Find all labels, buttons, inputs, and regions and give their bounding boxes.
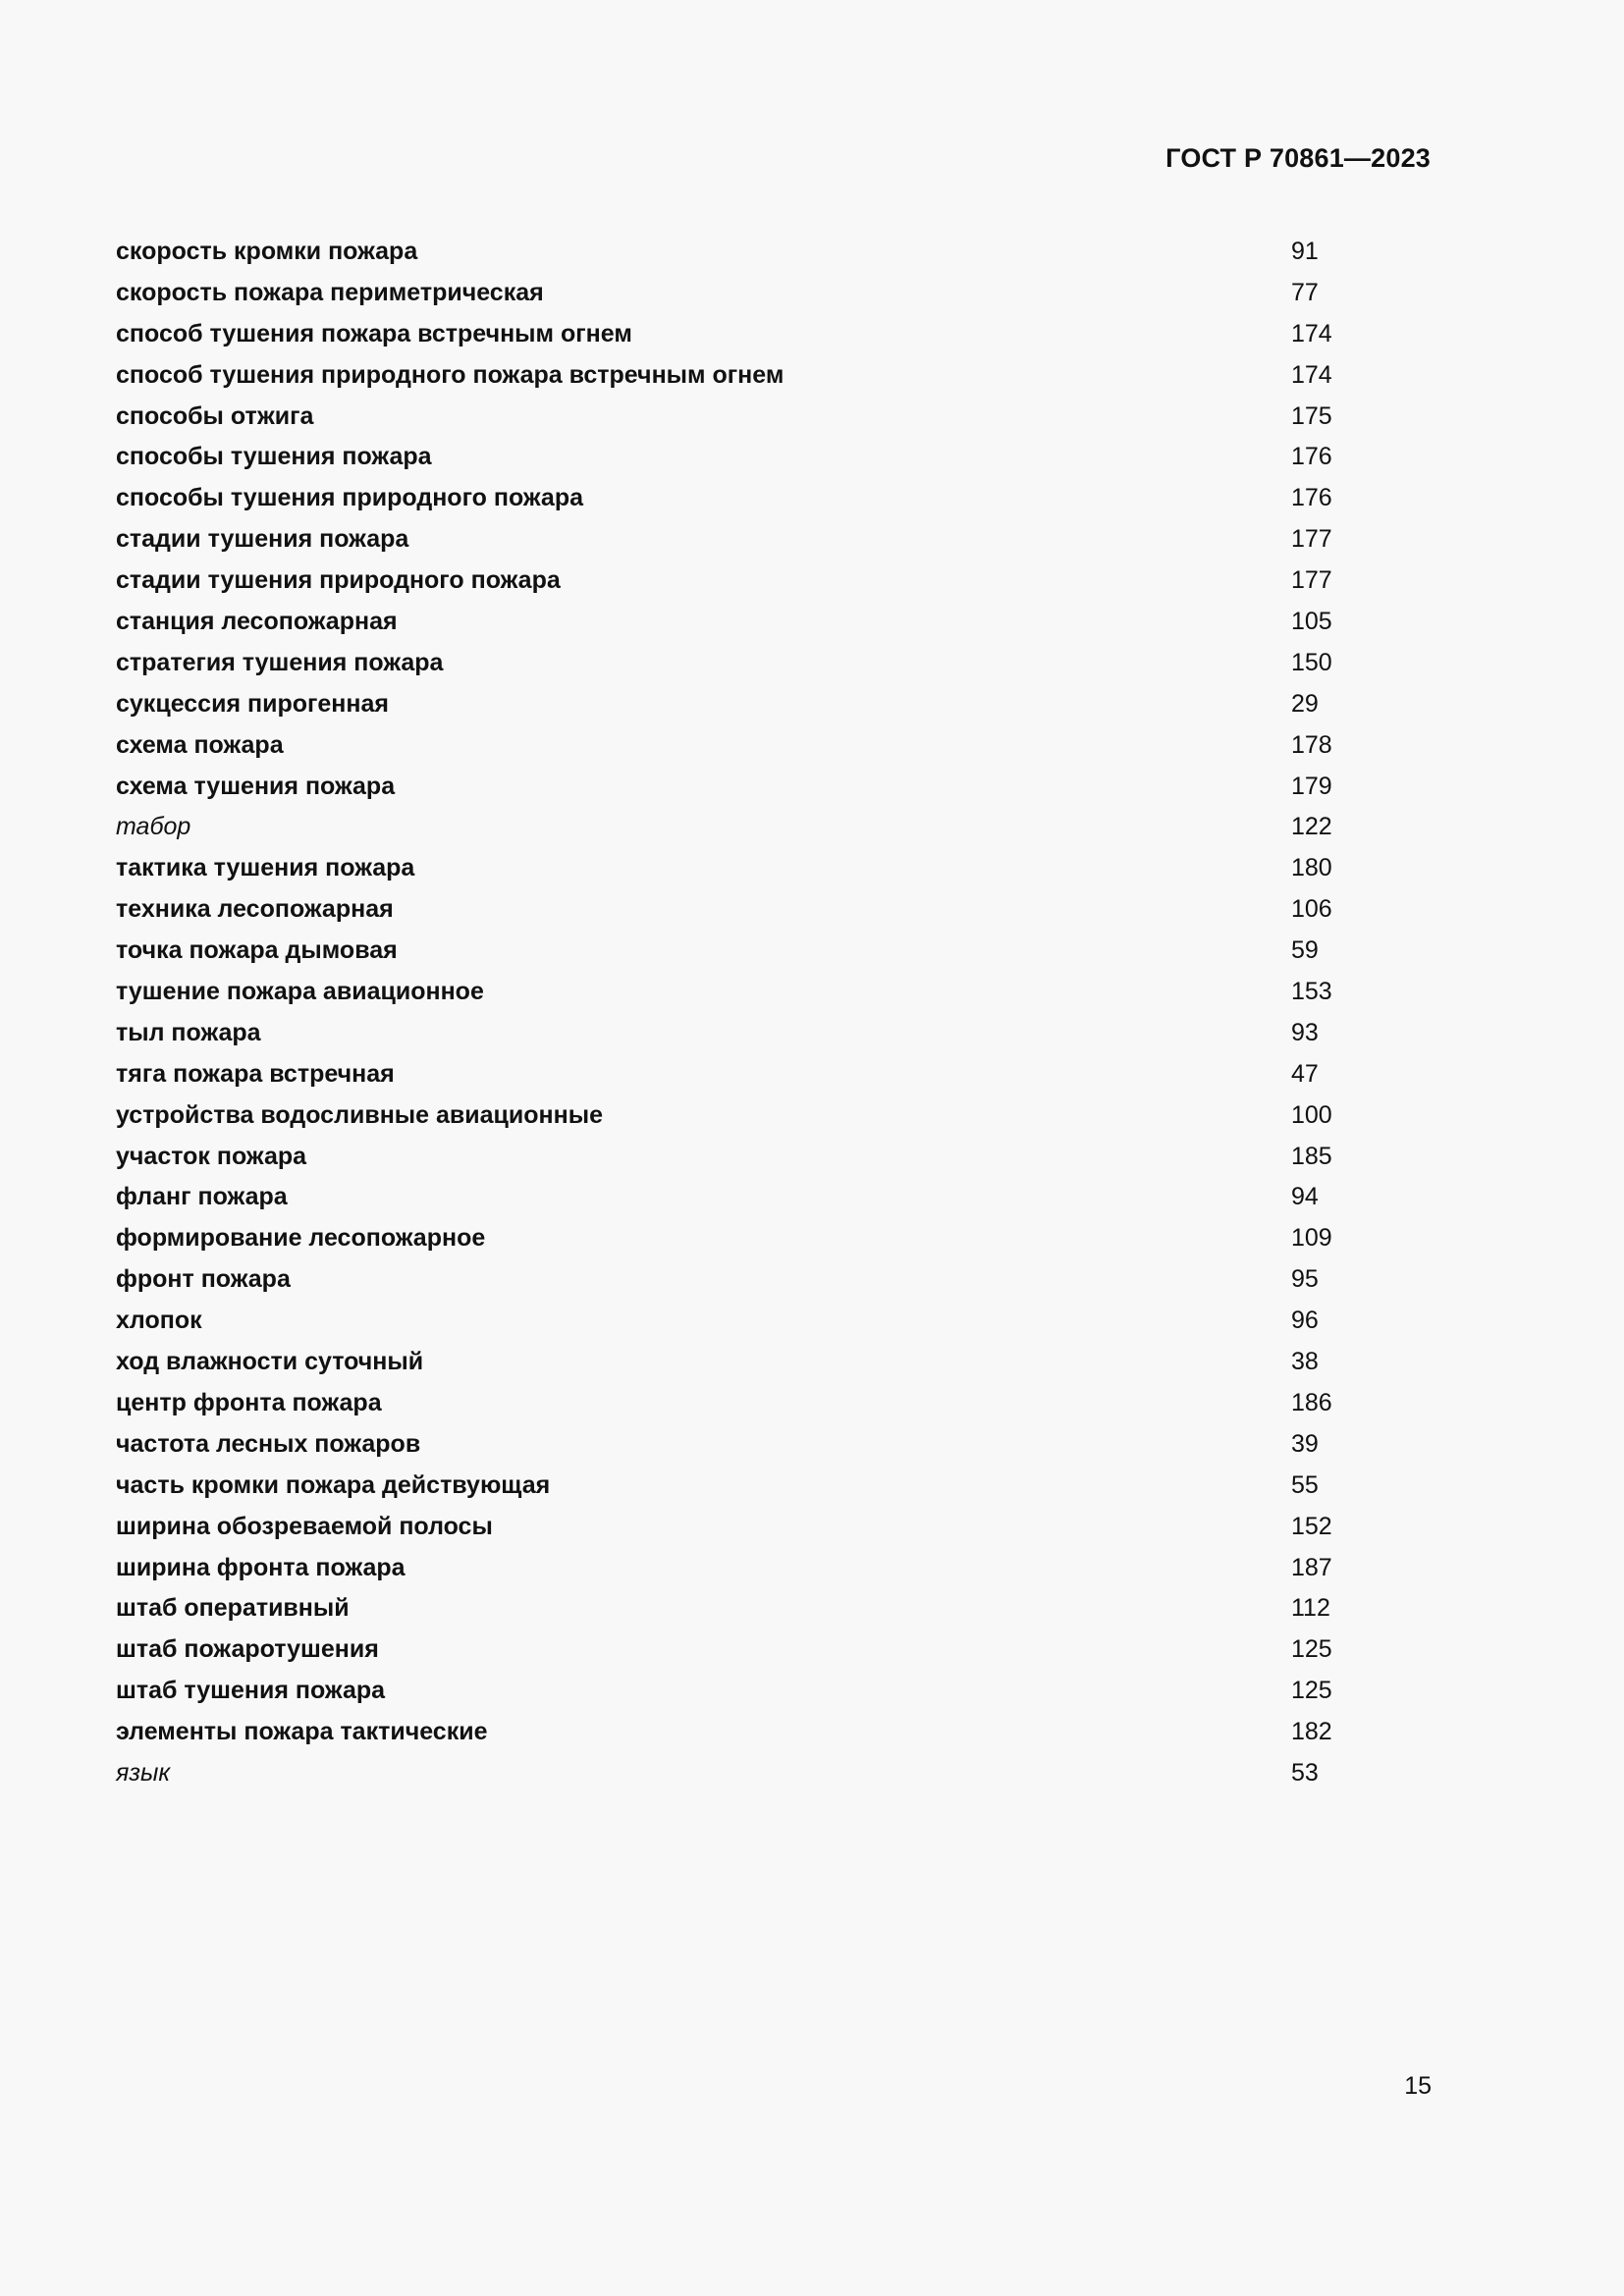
term-number: 93	[1291, 1018, 1319, 1046]
index-entry	[116, 273, 1392, 314]
index-entry	[116, 1507, 1392, 1548]
index-entry	[116, 807, 1392, 848]
index-term: тактика тушения пожара	[116, 854, 415, 882]
index-entry	[116, 931, 1392, 972]
term-number: 182	[1291, 1718, 1332, 1746]
index-entry	[116, 1342, 1392, 1383]
index-term: техника лесопожарная	[116, 895, 394, 924]
term-number: 180	[1291, 854, 1332, 882]
page-number: 15	[1404, 2072, 1432, 2100]
index-term: фронт пожара	[116, 1265, 291, 1294]
index-term: способ тушения пожара встречным огнем	[116, 319, 632, 347]
index-entry	[116, 1259, 1392, 1301]
index-entry	[116, 1095, 1392, 1137]
index-term: скорость пожара периметрическая	[116, 278, 544, 306]
index-entry	[116, 1301, 1392, 1342]
term-number: 55	[1291, 1470, 1319, 1499]
index-entry	[116, 602, 1392, 643]
index-entry	[116, 1383, 1392, 1424]
term-number: 125	[1291, 1635, 1332, 1664]
term-number: 47	[1291, 1059, 1319, 1088]
index-entry	[116, 1753, 1392, 1794]
index-entry	[116, 1177, 1392, 1218]
index-entry	[116, 972, 1392, 1013]
term-number: 150	[1291, 648, 1332, 676]
index-term: часть кромки пожара действующая	[116, 1470, 551, 1499]
index-term: стадии тушения пожара	[116, 525, 409, 554]
index-term: точка пожара дымовая	[116, 936, 398, 965]
term-number: 59	[1291, 936, 1319, 965]
document-header: ГОСТ Р 70861—2023	[1165, 143, 1431, 173]
index-entry	[116, 848, 1392, 889]
term-number: 96	[1291, 1307, 1319, 1335]
index-term: тяга пожара встречная	[116, 1059, 395, 1088]
term-number: 174	[1291, 360, 1332, 389]
term-number: 152	[1291, 1512, 1332, 1540]
term-number: 109	[1291, 1224, 1332, 1253]
index-term: станция лесопожарная	[116, 608, 398, 636]
index-term: центр фронта пожара	[116, 1388, 382, 1416]
index-term: способы тушения пожара	[116, 443, 432, 471]
index-entry	[116, 519, 1392, 561]
index-term: способы отжига	[116, 401, 314, 430]
index-entry	[116, 1013, 1392, 1054]
index-term: табор	[116, 813, 191, 841]
index-entry	[116, 725, 1392, 767]
term-number: 176	[1291, 484, 1332, 512]
index-term: схема тушения пожара	[116, 772, 396, 800]
term-number: 186	[1291, 1388, 1332, 1416]
index-entry	[116, 684, 1392, 725]
alphabetical-index	[116, 232, 1392, 1794]
index-term: стадии тушения природного пожара	[116, 566, 561, 595]
index-entry	[116, 767, 1392, 808]
term-number: 153	[1291, 978, 1332, 1006]
term-number: 38	[1291, 1348, 1319, 1376]
index-term: ширина обозреваемой полосы	[116, 1512, 493, 1540]
index-entry	[116, 889, 1392, 931]
term-number: 77	[1291, 278, 1319, 306]
term-number: 174	[1291, 319, 1332, 347]
index-term: тушение пожара авиационное	[116, 978, 484, 1006]
index-entry	[116, 314, 1392, 355]
index-term: хлопок	[116, 1307, 202, 1335]
term-number: 112	[1291, 1594, 1330, 1623]
index-entry	[116, 232, 1392, 273]
index-entry	[116, 1137, 1392, 1178]
term-number: 95	[1291, 1265, 1319, 1294]
term-number: 125	[1291, 1677, 1332, 1705]
term-number: 39	[1291, 1429, 1319, 1458]
term-number: 176	[1291, 443, 1332, 471]
index-entry	[116, 1712, 1392, 1753]
index-term: частота лесных пожаров	[116, 1429, 421, 1458]
index-entry	[116, 1588, 1392, 1629]
term-number: 179	[1291, 772, 1332, 800]
term-number: 106	[1291, 895, 1332, 924]
index-term: штаб пожаротушения	[116, 1635, 379, 1664]
index-term: штаб тушения пожара	[116, 1677, 386, 1705]
term-number: 185	[1291, 1142, 1332, 1170]
index-term: элементы пожара тактические	[116, 1718, 488, 1746]
index-term: сукцессия пирогенная	[116, 689, 389, 718]
term-number: 100	[1291, 1100, 1332, 1129]
term-number: 29	[1291, 689, 1319, 718]
index-term: способ тушения природного пожара встречным огнем	[116, 360, 785, 389]
term-number: 177	[1291, 566, 1332, 595]
term-number: 187	[1291, 1553, 1332, 1581]
index-entry	[116, 561, 1392, 602]
term-number: 177	[1291, 525, 1332, 554]
term-number: 53	[1291, 1758, 1319, 1787]
index-term: штаб оперативный	[116, 1594, 350, 1623]
index-entry	[116, 397, 1392, 438]
index-entry	[116, 1548, 1392, 1589]
index-entry	[116, 437, 1392, 478]
index-entry	[116, 1218, 1392, 1259]
term-number: 91	[1291, 238, 1319, 265]
index-term: способы тушения природного пожара	[116, 484, 584, 512]
index-term: фланг пожара	[116, 1183, 288, 1211]
index-entry	[116, 355, 1392, 397]
index-term: тыл пожара	[116, 1018, 261, 1046]
index-entry	[116, 1629, 1392, 1671]
index-entry	[116, 1466, 1392, 1507]
term-number: 178	[1291, 730, 1332, 759]
index-term: ход влажности суточный	[116, 1348, 424, 1376]
index-term: формирование лесопожарное	[116, 1224, 486, 1253]
term-number: 175	[1291, 401, 1332, 430]
term-number: 122	[1291, 813, 1332, 841]
term-number: 94	[1291, 1183, 1319, 1211]
index-entry	[116, 478, 1392, 519]
index-entry	[116, 1671, 1392, 1712]
index-term: схема пожара	[116, 730, 284, 759]
index-term: скорость кромки пожара	[116, 238, 418, 265]
index-entry	[116, 1424, 1392, 1466]
index-entry	[116, 1054, 1392, 1095]
index-entry	[116, 643, 1392, 684]
index-term: язык	[116, 1758, 171, 1787]
index-term: участок пожара	[116, 1142, 307, 1170]
term-number: 105	[1291, 608, 1332, 636]
index-term: устройства водосливные авиационные	[116, 1100, 603, 1129]
index-term: стратегия тушения пожара	[116, 648, 444, 676]
index-term: ширина фронта пожара	[116, 1553, 406, 1581]
